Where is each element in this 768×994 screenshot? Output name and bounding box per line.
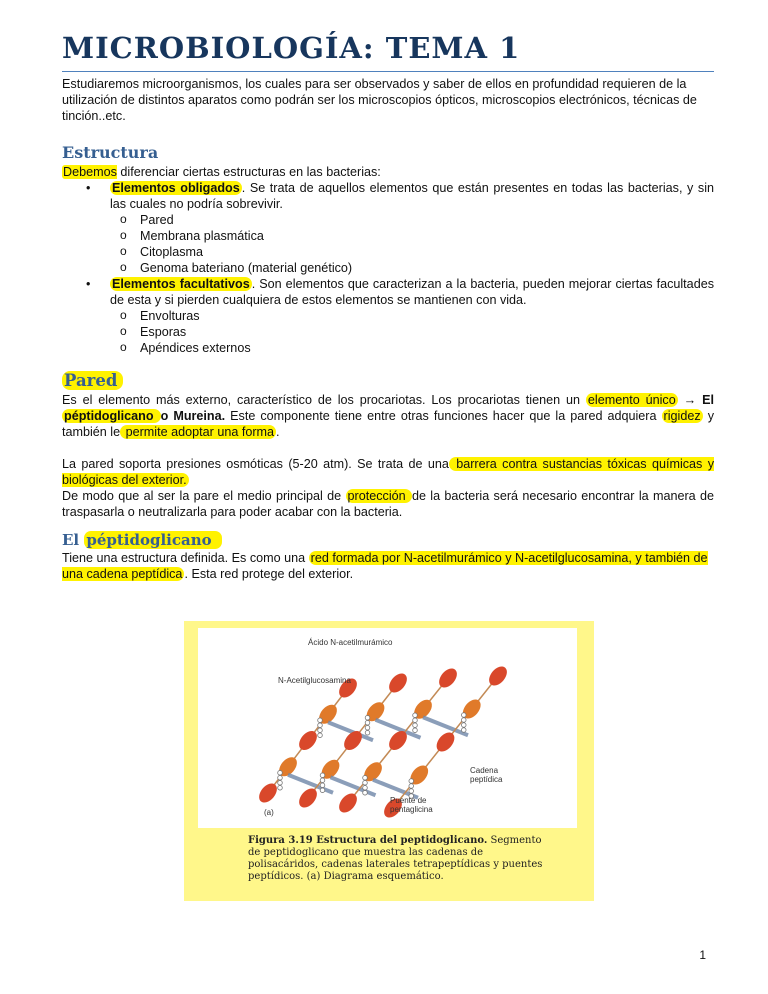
peptide-bead xyxy=(409,789,414,794)
obligados-sublist xyxy=(110,212,714,276)
heading-highlight: péptidoglicano xyxy=(84,531,221,549)
figure-caption xyxy=(248,835,548,883)
peptide-bead xyxy=(365,720,370,725)
figure-diagram xyxy=(198,628,577,828)
list-item: o Envolturas xyxy=(110,308,714,324)
heading-pared xyxy=(62,370,714,392)
label-puente-pentaglicina: Puente de pentaglicina xyxy=(390,796,433,814)
peptide-bead xyxy=(409,779,414,784)
peptide-bead xyxy=(461,718,466,723)
highlight-forma: permite adoptar una forma xyxy=(122,425,275,439)
text-run: De modo que al ser la pare el medio principal de xyxy=(62,489,346,503)
list-item: o Membrana plasmática xyxy=(110,228,714,244)
list-item: o Genoma bateriano (material genético) xyxy=(110,260,714,276)
peptide-bead xyxy=(363,785,368,790)
arrow-icon: → xyxy=(677,393,703,407)
document-page xyxy=(62,28,714,582)
peptide-bead xyxy=(363,775,368,780)
caption-title: Figura 3.19 Estructura del peptidoglicano. xyxy=(248,835,488,846)
peptide-bead xyxy=(363,790,368,795)
peptide-bead xyxy=(413,723,418,728)
sugar-oval xyxy=(256,780,281,806)
text-run: de la bacteria será necesario encontrar la manera de traspasarla o neutralizarla para poder acabar con la bacteria. xyxy=(62,489,714,519)
facultativos-text: . Son elementos que caracterizan a la bacteria, pueden mejorar ciertas facultades de esta y si pierden cualquiera de estos elementos se mantienen con vida. xyxy=(110,277,714,307)
label-acido-n-acetilmuramico: Ácido N-acetilmurámico xyxy=(308,638,393,647)
pared-paragraph-2 xyxy=(62,456,714,488)
heading-run: El xyxy=(62,531,85,549)
peptide-bead xyxy=(363,780,368,785)
page-number: 1 xyxy=(699,948,706,962)
peptide-bead xyxy=(278,785,283,790)
label-a: (a) xyxy=(264,808,274,817)
peptide-bead xyxy=(320,783,325,788)
sugar-oval xyxy=(486,663,511,689)
peptide-bead xyxy=(413,713,418,718)
sugar-oval xyxy=(433,729,458,755)
peptide-bead xyxy=(413,718,418,723)
peptide-bead xyxy=(461,728,466,733)
peptide-bead xyxy=(409,784,414,789)
peptide-bead xyxy=(320,778,325,783)
peptide-bead xyxy=(461,713,466,718)
peptidoglycan-diagram-svg xyxy=(198,628,577,828)
page-title: MICROBIOLOGÍA: TEMA 1 xyxy=(62,28,714,72)
heading-estructura: Estructura xyxy=(62,143,159,162)
lead-rest: diferenciar ciertas estructuras en las bacterias: xyxy=(116,165,381,179)
list-item: o Citoplasma xyxy=(110,244,714,260)
peptide-bead xyxy=(365,725,370,730)
polysaccharide-strands xyxy=(256,663,511,821)
highlight-red: red formada por N-acetilmurámico y N-acetilglucosamina, y también de una cadena peptídica xyxy=(62,551,708,581)
text-run: Este componente tiene entre otras funciones hacer que la pared adquiera xyxy=(225,409,662,423)
sugar-oval xyxy=(296,728,321,754)
obligados-text: . Se trata de aquellos elementos que están presentes en todas las bacterias, y sin las cuales no podría sobrevivir. xyxy=(110,181,714,211)
heading-peptidoglicano xyxy=(62,530,714,550)
text-run: Tiene una estructura definida. Es como una xyxy=(62,551,309,565)
list-item: o Pared xyxy=(110,212,714,228)
peptide-bead xyxy=(461,723,466,728)
list-item: o Apéndices externos xyxy=(110,340,714,356)
list-item-obligados xyxy=(62,180,714,276)
peptide-bead xyxy=(413,728,418,733)
peptide-bead xyxy=(318,723,323,728)
peptide-bead xyxy=(318,718,323,723)
lead-word: Debemos xyxy=(63,165,117,179)
bold-run: o Mureina. xyxy=(160,409,226,423)
peptidoglicano-paragraph xyxy=(62,550,714,582)
highlight-barrera: barrera contra sustancias tóxicas químicas y biológicas del exterior. xyxy=(62,457,714,487)
highlight-peptidoglicano: péptidoglicano xyxy=(64,409,159,423)
list-item: o Esporas xyxy=(110,324,714,340)
pared-paragraph-3 xyxy=(62,488,714,520)
peptide-bead xyxy=(278,780,283,785)
sugar-oval xyxy=(296,785,321,811)
estructura-lead xyxy=(62,164,714,180)
sugar-oval xyxy=(336,790,361,816)
text-run: y también le xyxy=(62,409,714,439)
peptide-bead xyxy=(320,773,325,778)
intro-paragraph: Estudiaremos microorganismos, los cuales para ser observados y saber de ellos en profundidad requieren de la utilización de distintos aparatos como podrán ser los microscopios ópticos, microscopios electrónicos, técnicas de tinción..etc. xyxy=(62,77,697,123)
heading-pared-text: Pared xyxy=(62,371,123,390)
peptide-bead xyxy=(278,770,283,775)
peptide-bead xyxy=(365,730,370,735)
facultativos-sublist xyxy=(110,308,714,356)
caption-text: Segmento de peptidoglicano que muestra las cadenas de polisacáridos, cadenas laterales tetrapeptídicas y puentes peptídicos. (a) Diagrama esquemático. xyxy=(248,835,543,882)
bold-run: El xyxy=(702,393,714,407)
sugar-oval xyxy=(436,665,461,691)
elementos-list xyxy=(62,180,714,356)
label-cadena-peptidica: Cadena peptídica xyxy=(470,766,503,784)
peptide-bead xyxy=(365,715,370,720)
text-run: . Esta red protege del exterior. xyxy=(184,567,354,581)
list-item-facultativos xyxy=(62,276,714,356)
peptidoglycan-figure xyxy=(184,621,594,901)
peptide-bead xyxy=(318,733,323,738)
text-run: Es el elemento más externo, característico de los procariotas. Los procariotas tienen un xyxy=(62,393,586,407)
label-n-acetilglucosamina: N-Acetilglucosamina xyxy=(278,676,351,685)
peptide-bead xyxy=(320,788,325,793)
text-run: . xyxy=(276,425,280,439)
peptide-bead xyxy=(278,775,283,780)
sugar-oval xyxy=(386,670,411,696)
highlight-proteccion: protección xyxy=(347,489,410,503)
highlight-rigidez: rigidez xyxy=(663,409,701,423)
pared-paragraph-1 xyxy=(62,392,714,440)
highlight-elemento-unico: elemento único xyxy=(587,393,676,407)
facultativos-label: Elementos facultativos xyxy=(112,277,250,291)
peptide-bead xyxy=(318,728,323,733)
text-run: La pared soporta presiones osmóticas (5-20 atm). Se trata de una xyxy=(62,457,449,471)
obligados-label: Elementos obligados xyxy=(112,181,240,195)
